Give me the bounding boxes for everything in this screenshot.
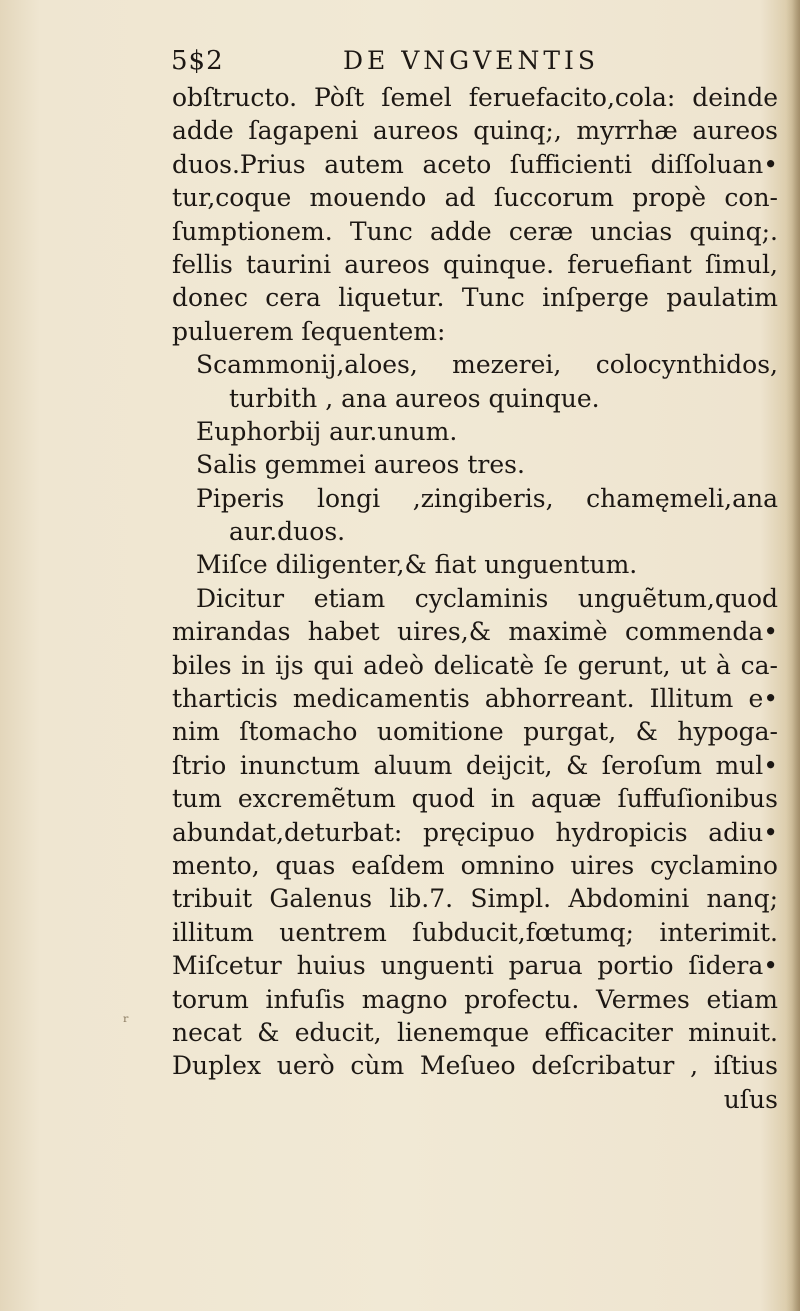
recipe-line: turbith , ana aureos quinque. (229, 383, 600, 413)
text-line: mirandas habet uires,& maximè commenda• (172, 617, 778, 647)
text-line: Miſcetur huius unguenti parua portio ſidera• (172, 951, 778, 981)
text-line: mento, quas eaſdem omnino uires cyclamino (172, 850, 778, 880)
text-line: donec cera liquetur. Tunc inſperge paulatim (172, 283, 778, 313)
page-edge-shadow (786, 0, 800, 1311)
text-line: duos.Prius autem aceto ſufficienti diſſoluan• (172, 149, 778, 179)
recipe-line: Scammonij,aloes, mezerei, colocynthidos, (196, 350, 778, 380)
text-line: obſtructo. Pòſt ſemel feruefacito,cola: deinde (172, 83, 778, 112)
recipe-line: Euphorbij aur.unum. (196, 416, 458, 446)
text-line: tharticis medicamentis abhorreant. Illitum e• (172, 684, 778, 714)
text-line: nim ſtomacho uomitione purgat, & hypoga- (172, 717, 778, 747)
text-line: fellis taurini aureos quinque. feruefiant ſimul, (172, 249, 778, 279)
margin-mark: ʳ (123, 1012, 130, 1033)
recipe-line: Salis gemmei aureos tres. (196, 450, 525, 480)
text-line: ſtrio inunctum aluum deijcit, & ſeroſum mul• (172, 750, 778, 780)
body-text (172, 81, 778, 1116)
page-number: 5$2 (171, 46, 224, 76)
page-header (171, 46, 631, 82)
text-line: ſumptionem. Tunc adde ceræ uncias quinq;. (172, 216, 778, 246)
text-line: illitum uentrem ſubducit,fœtumq; interimit. (172, 917, 778, 947)
text-line: adde ſagapeni aureos quinq;, myrrhæ aureos (172, 116, 778, 146)
text-line: abundat,deturbat: pręcipuo hydropicis adiu• (172, 817, 778, 847)
catchword: uſus (723, 1084, 778, 1114)
text-line: necat & educit, lienemque efficaciter minuit. (172, 1017, 778, 1047)
running-title: DE VNGVENTIS (343, 46, 599, 75)
text-line: tur,coque mouendo ad ſuccorum propè con- (172, 183, 778, 213)
text-line: tum excremẽtum quod in aquæ ſuffuſionibus (172, 784, 778, 814)
text-line: Dicitur etiam cyclaminis unguẽtum,quod (196, 583, 778, 613)
text-line: biles in ijs qui adeò delicatè ſe gerunt, ut à ca- (172, 650, 778, 680)
recipe-line: aur.duos. (229, 517, 346, 547)
text-line: torum infuſis magno profectu. Vermes etiam (172, 984, 778, 1014)
recipe-line: Piperis longi ,zingiberis, chamęmeli,ana (196, 483, 778, 513)
recipe-line: Miſce diligenter,& fiat unguentum. (196, 550, 638, 580)
text-line: puluerem ſequentem: (172, 316, 446, 346)
text-line: Duplex uerò cùm Meſueo deſcribatur , iſtius (172, 1051, 778, 1081)
text-line: tribuit Galenus lib.7. Simpl. Abdomini nanq; (172, 884, 778, 914)
